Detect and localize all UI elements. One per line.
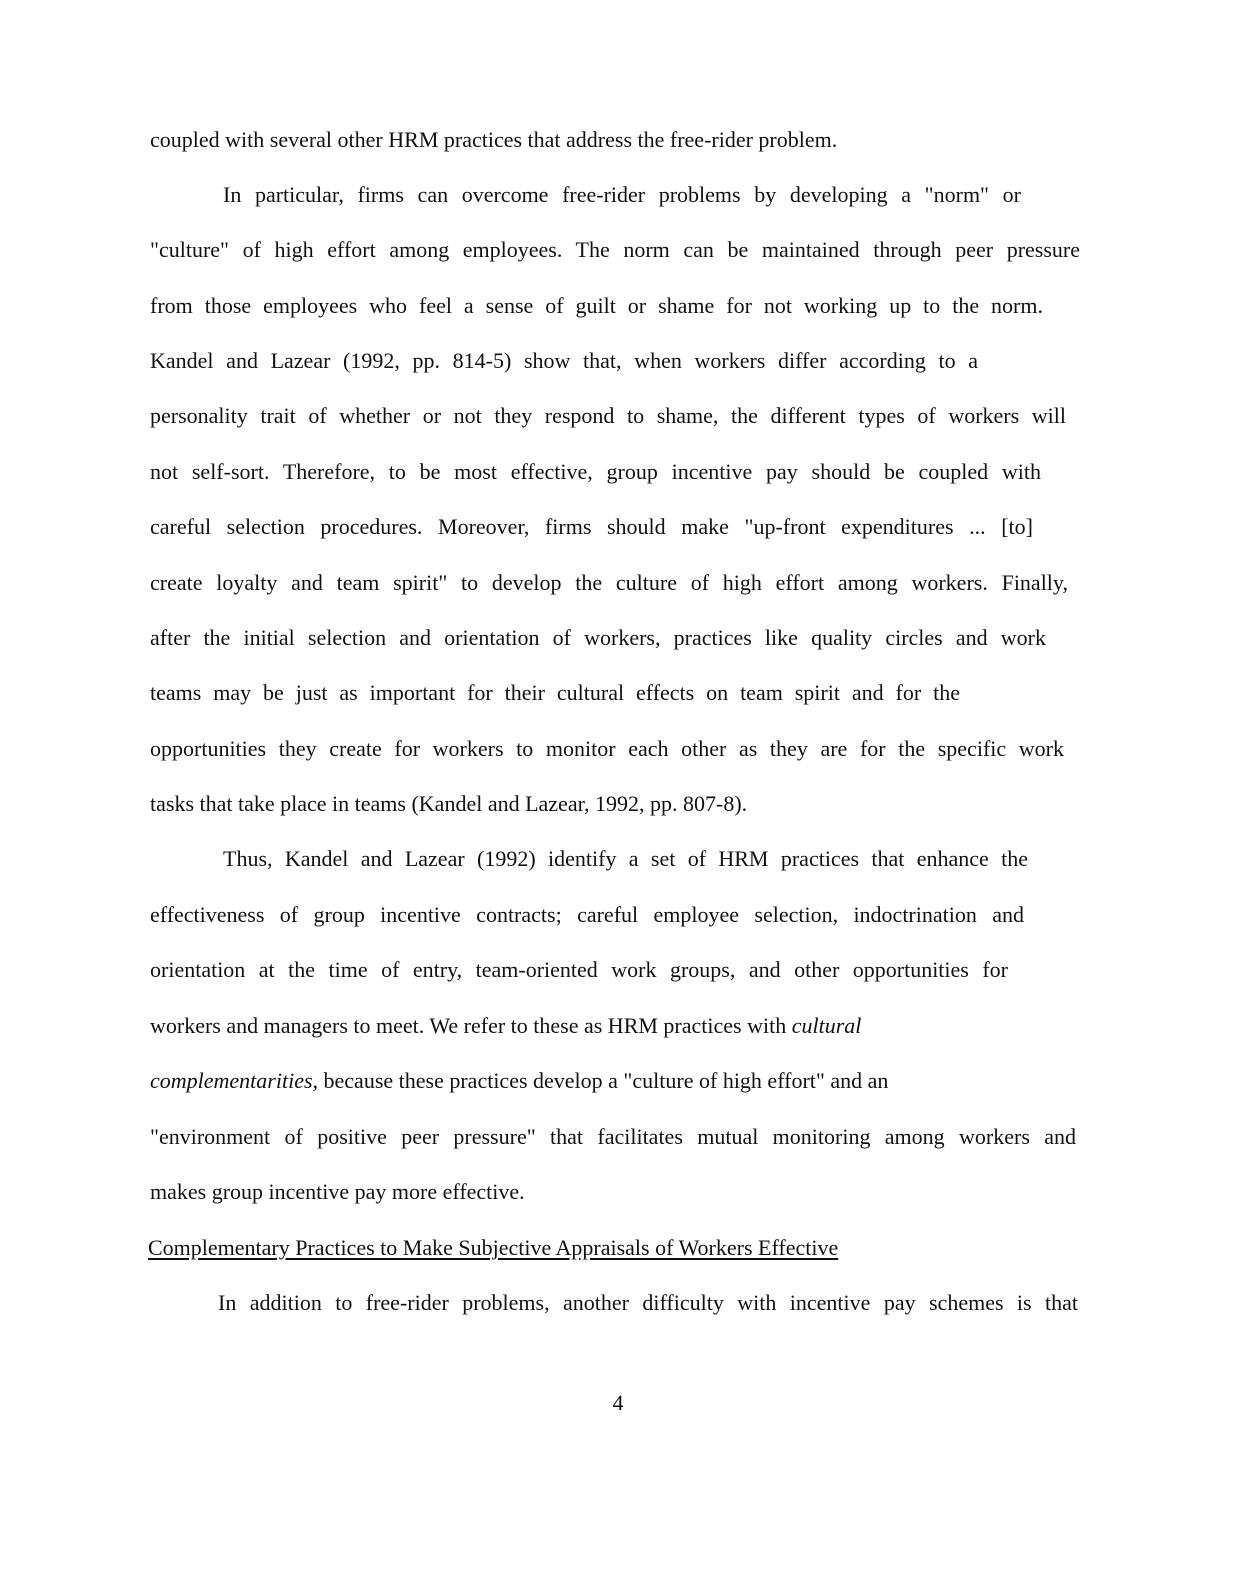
text-line-22: In addition to free-rider problems, another difficulty with incentive pay schemes is that bbox=[218, 1290, 1078, 1315]
text-line-12: opportunities they create for workers to monitor each other as they are for the specific work bbox=[150, 736, 1064, 761]
text-line-6: personality trait of whether or not they respond to shame, the different types of workers will bbox=[150, 403, 1066, 428]
text-line-11: teams may be just as important for their cultural effects on team spirit and for the bbox=[150, 680, 960, 705]
text-segment-regular: workers and managers to meet. We refer to these as HRM practices with bbox=[150, 1013, 792, 1038]
section-heading: Complementary Practices to Make Subjective Appraisals of Workers Effective bbox=[148, 1235, 839, 1260]
text-line-19: "environment of positive peer pressure" that facilitates mutual monitoring among workers and bbox=[150, 1124, 1076, 1149]
text-line-14: Thus, Kandel and Lazear (1992) identify a set of HRM practices that enhance the bbox=[223, 846, 1028, 871]
text-line-17 bbox=[150, 1011, 861, 1041]
text-line-20: makes group incentive pay more effective. bbox=[150, 1179, 525, 1204]
text-line-16: orientation at the time of entry, team-oriented work groups, and other opportunities for bbox=[150, 957, 1008, 982]
text-line-8: careful selection procedures. Moreover, firms should make "up-front expenditures ... [to] bbox=[150, 514, 1033, 539]
text-line-4: from those employees who feel a sense of guilt or shame for not working up to the norm. bbox=[150, 293, 1043, 318]
text-line-2: In particular, firms can overcome free-rider problems by developing a "norm" or bbox=[223, 182, 1021, 207]
text-line-10: after the initial selection and orientation of workers, practices like quality circles and work bbox=[150, 625, 1046, 650]
text-segment-regular: , because these practices develop a "culture of high effort" and an bbox=[312, 1068, 889, 1093]
text-line-15: effectiveness of group incentive contracts; careful employee selection, indoctrination and bbox=[150, 902, 1024, 927]
text-line-3: "culture" of high effort among employees. The norm can be maintained through peer pressure bbox=[150, 237, 1080, 262]
italic-term-cultural: cultural bbox=[791, 1013, 862, 1038]
text-line-18 bbox=[150, 1066, 888, 1096]
text-line-13: tasks that take place in teams (Kandel and Lazear, 1992, pp. 807-8). bbox=[150, 791, 748, 816]
italic-term-complementarities: complementarities bbox=[150, 1068, 313, 1093]
text-line-1: coupled with several other HRM practices that address the free-rider problem. bbox=[150, 127, 838, 152]
text-line-5: Kandel and Lazear (1992, pp. 814-5) show that, when workers differ according to a bbox=[150, 348, 978, 373]
page-number: 4 bbox=[612, 1390, 624, 1415]
text-line-9: create loyalty and team spirit" to develop the culture of high effort among workers. Finally, bbox=[150, 570, 1068, 595]
text-line-7: not self-sort. Therefore, to be most effective, group incentive pay should be coupled with bbox=[150, 459, 1041, 484]
